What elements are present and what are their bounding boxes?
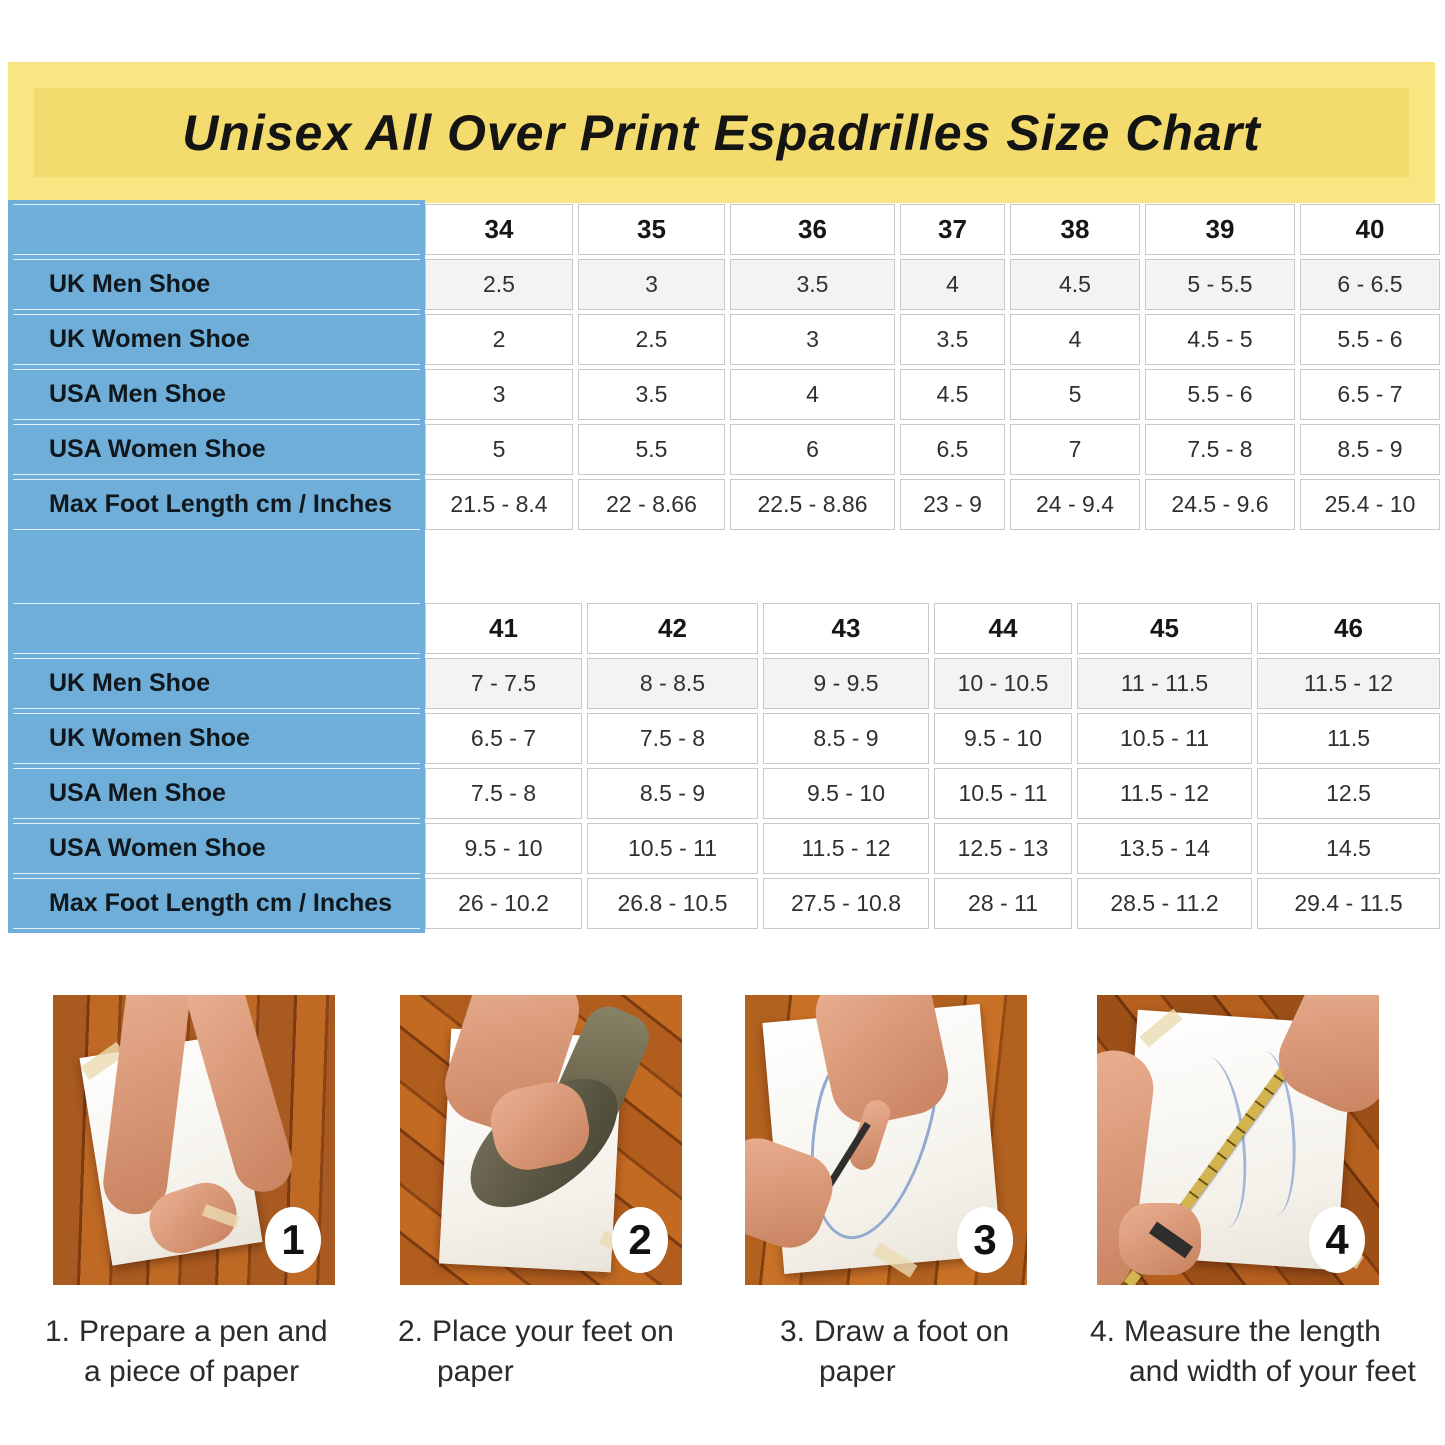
size-value-cell: 11.5 - 12 [763, 823, 929, 874]
table-row-max-foot-length [13, 479, 1440, 530]
size-value-cell: 7 - 7.5 [425, 658, 582, 709]
size-value-cell: 7.5 - 8 [587, 713, 758, 764]
size-value-cell: 6 [730, 424, 895, 475]
row-label: USA Women Shoe [13, 424, 420, 475]
size-value-cell: 12.5 [1257, 768, 1440, 819]
step-caption-4 [1090, 1312, 1416, 1392]
size-value-cell: 8.5 - 9 [587, 768, 758, 819]
size-value-cell: 5 - 5.5 [1145, 259, 1295, 310]
size-value-cell: 3 [425, 369, 573, 420]
step-caption-1 [45, 1312, 328, 1392]
size-value-cell: 13.5 - 14 [1077, 823, 1252, 874]
size-value-cell: 25.4 - 10 [1300, 479, 1440, 530]
size-header-cell: 42 [587, 603, 758, 654]
size-value-cell: 7 [1010, 424, 1140, 475]
step-photo-3 [745, 995, 1027, 1285]
size-value-cell: 14.5 [1257, 823, 1440, 874]
table-row-usa-women [13, 823, 1440, 874]
size-value-cell: 6.5 - 7 [1300, 369, 1440, 420]
size-value-cell: 10.5 - 11 [1077, 713, 1252, 764]
size-value-cell: 4 [1010, 314, 1140, 365]
table-row-uk-women [13, 713, 1440, 764]
row-label: UK Men Shoe [13, 658, 420, 709]
size-value-cell: 10.5 - 11 [934, 768, 1072, 819]
size-value-cell: 4.5 [900, 369, 1005, 420]
size-value-cell: 26 - 10.2 [425, 878, 582, 929]
size-value-cell: 2 [425, 314, 573, 365]
step-caption-number: 1. [45, 1315, 71, 1348]
size-value-cell: 3.5 [900, 314, 1005, 365]
step-caption-text: Place your feet on [432, 1315, 674, 1348]
row-label: UK Women Shoe [13, 314, 420, 365]
size-value-cell: 4 [900, 259, 1005, 310]
size-value-cell: 28 - 11 [934, 878, 1072, 929]
step-caption-text: Draw a foot on [814, 1315, 1010, 1348]
step-caption-text: a piece of paper [84, 1355, 300, 1388]
step-caption-text: paper [819, 1355, 896, 1388]
size-value-cell: 27.5 - 10.8 [763, 878, 929, 929]
table-row-max-foot-length [13, 878, 1440, 929]
size-value-cell: 3 [578, 259, 725, 310]
table-row-usa-women [13, 424, 1440, 475]
size-header-cell: 45 [1077, 603, 1252, 654]
label-header-cell [13, 204, 420, 255]
size-value-cell: 6 - 6.5 [1300, 259, 1440, 310]
step-photo-2 [400, 995, 682, 1285]
size-value-cell: 9 - 9.5 [763, 658, 929, 709]
step-photo-4 [1097, 995, 1379, 1285]
size-value-cell: 8.5 - 9 [763, 713, 929, 764]
size-header-cell: 35 [578, 204, 725, 255]
size-header-cell: 39 [1145, 204, 1295, 255]
step-caption-2 [398, 1312, 674, 1392]
size-value-cell: 11.5 [1257, 713, 1440, 764]
size-value-cell: 22 - 8.66 [578, 479, 725, 530]
row-label: USA Men Shoe [13, 369, 420, 420]
table-row-usa-men [13, 369, 1440, 420]
size-header-cell: 40 [1300, 204, 1440, 255]
page-title: Unisex All Over Print Espadrilles Size Chart [182, 104, 1261, 161]
step-caption-text: Prepare a pen and [79, 1315, 328, 1348]
row-label: Max Foot Length cm / Inches [13, 878, 420, 929]
size-value-cell: 11 - 11.5 [1077, 658, 1252, 709]
size-value-cell: 8 - 8.5 [587, 658, 758, 709]
row-label: USA Women Shoe [13, 823, 420, 874]
size-value-cell: 9.5 - 10 [763, 768, 929, 819]
row-label: UK Women Shoe [13, 713, 420, 764]
size-value-cell: 29.4 - 11.5 [1257, 878, 1440, 929]
size-value-cell: 3.5 [578, 369, 725, 420]
size-value-cell: 12.5 - 13 [934, 823, 1072, 874]
size-value-cell: 2.5 [425, 259, 573, 310]
step-caption-number: 3. [780, 1315, 806, 1348]
size-value-cell: 21.5 - 8.4 [425, 479, 573, 530]
size-value-cell: 7.5 - 8 [425, 768, 582, 819]
table-row-uk-women [13, 314, 1440, 365]
size-header-cell: 36 [730, 204, 895, 255]
step-caption-text: paper [437, 1355, 514, 1388]
size-value-cell: 2.5 [578, 314, 725, 365]
step-photo-1 [53, 995, 335, 1285]
size-header-cell: 38 [1010, 204, 1140, 255]
size-tables-section [8, 200, 1445, 933]
size-header-cell: 41 [425, 603, 582, 654]
row-label: USA Men Shoe [13, 768, 420, 819]
step-number-badge: 3 [957, 1207, 1013, 1273]
size-value-cell: 3 [730, 314, 895, 365]
size-value-cell: 10.5 - 11 [587, 823, 758, 874]
size-value-cell: 11.5 - 12 [1257, 658, 1440, 709]
table-row-uk-men [13, 658, 1440, 709]
size-table-34-40 [8, 200, 1445, 534]
size-header-cell: 44 [934, 603, 1072, 654]
size-value-cell: 3.5 [730, 259, 895, 310]
step-caption-text: Measure the length [1124, 1315, 1381, 1348]
label-header-cell [13, 603, 420, 654]
size-value-cell: 24.5 - 9.6 [1145, 479, 1295, 530]
size-value-cell: 23 - 9 [900, 479, 1005, 530]
size-value-cell: 5.5 - 6 [1300, 314, 1440, 365]
size-value-cell: 8.5 - 9 [1300, 424, 1440, 475]
size-header-cell: 46 [1257, 603, 1440, 654]
size-value-cell: 4 [730, 369, 895, 420]
row-label: Max Foot Length cm / Inches [13, 479, 420, 530]
title-banner [8, 62, 1435, 203]
step-caption-3 [780, 1312, 1009, 1392]
size-value-cell: 11.5 - 12 [1077, 768, 1252, 819]
size-value-cell: 7.5 - 8 [1145, 424, 1295, 475]
size-header-row [13, 204, 1440, 255]
size-value-cell: 24 - 9.4 [1010, 479, 1140, 530]
step-number-badge: 4 [1309, 1207, 1365, 1273]
step-caption-number: 4. [1090, 1315, 1116, 1348]
step-number-badge: 2 [612, 1207, 668, 1273]
size-value-cell: 22.5 - 8.86 [730, 479, 895, 530]
size-value-cell: 9.5 - 10 [934, 713, 1072, 764]
size-value-cell: 4.5 - 5 [1145, 314, 1295, 365]
size-header-cell: 37 [900, 204, 1005, 255]
size-header-row [13, 603, 1440, 654]
size-header-cell: 43 [763, 603, 929, 654]
size-value-cell: 9.5 - 10 [425, 823, 582, 874]
size-value-cell: 5.5 [578, 424, 725, 475]
size-value-cell: 10 - 10.5 [934, 658, 1072, 709]
size-value-cell: 6.5 [900, 424, 1005, 475]
step-caption-number: 2. [398, 1315, 424, 1348]
row-label: UK Men Shoe [13, 259, 420, 310]
size-value-cell: 4.5 [1010, 259, 1140, 310]
table-row-usa-men [13, 768, 1440, 819]
size-value-cell: 26.8 - 10.5 [587, 878, 758, 929]
size-value-cell: 28.5 - 11.2 [1077, 878, 1252, 929]
size-value-cell: 5 [425, 424, 573, 475]
table-row-uk-men [13, 259, 1440, 310]
size-value-cell: 5.5 - 6 [1145, 369, 1295, 420]
size-value-cell: 5 [1010, 369, 1140, 420]
step-caption-text: and width of your feet [1129, 1355, 1416, 1388]
size-header-cell: 34 [425, 204, 573, 255]
size-value-cell: 6.5 - 7 [425, 713, 582, 764]
step-number-badge: 1 [265, 1207, 321, 1273]
size-table-41-46 [8, 599, 1445, 933]
